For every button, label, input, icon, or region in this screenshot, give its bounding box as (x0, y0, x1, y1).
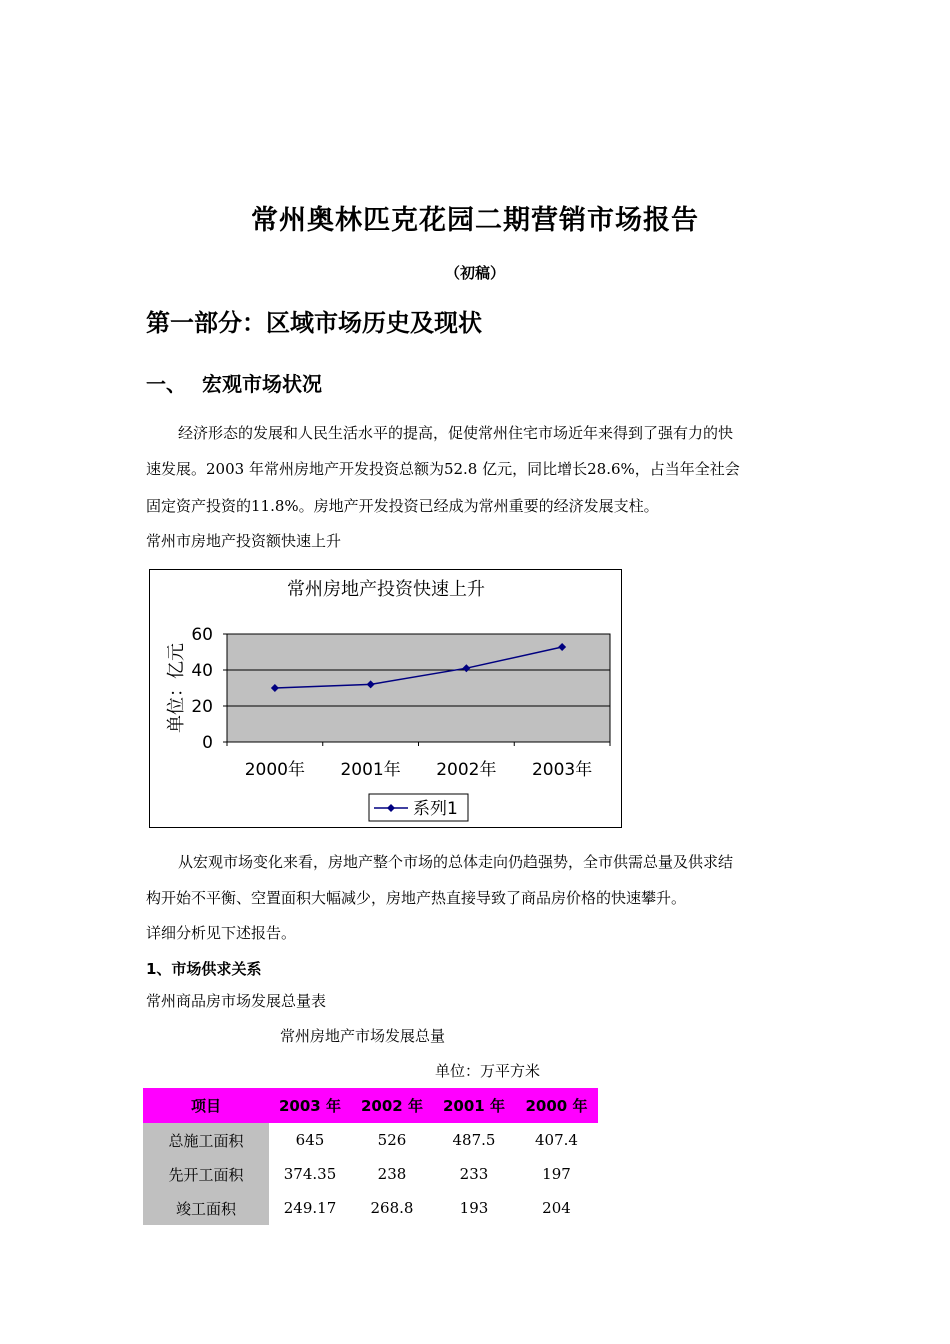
part-heading: 第一部分：区域市场历史及现状 (146, 309, 482, 337)
section-title: 宏观市场状况 (202, 372, 322, 396)
table-cell: 233 (459, 1165, 489, 1183)
table-header-2002: 2002 年 (351, 1088, 433, 1123)
paragraph-2-line-2: 构开始不平衡、空置面积大幅减少，房地产热直接导致了商品房价格的快速攀升。 (146, 889, 687, 907)
data-table (143, 1088, 598, 1225)
table-header-2003: 2003 年 (269, 1088, 351, 1123)
x-tick-label: 2001年 (340, 760, 401, 780)
paragraph-3: 详细分析见下述报告。 (146, 924, 297, 942)
table-cell: 645 (295, 1131, 325, 1149)
document-subtitle: （初稿） (444, 264, 505, 282)
table-header-2001: 2001 年 (433, 1088, 515, 1123)
table-row-label: 竣工面积 (143, 1191, 269, 1225)
table-cell: 374.35 (283, 1165, 337, 1183)
y-tick-label: 40 (191, 661, 213, 681)
chart-caption: 常州市房地产投资额快速上升 (146, 532, 342, 550)
line-chart (149, 569, 622, 828)
section-number: 一、 (146, 372, 186, 396)
paragraph-2-line-1: 从宏观市场变化来看，房地产整个市场的总体走向仍趋强势，全市供需总量及供求结 (178, 853, 734, 871)
paragraph-1-line-2: 速发展。2003 年常州房地产开发投资总额为52.8 亿元，同比增长28.6%，占当年全社会 (146, 460, 740, 478)
table-row (143, 1191, 598, 1225)
line-chart-svg (150, 570, 621, 827)
x-tick-label: 2002年 (436, 760, 497, 780)
table-cell: 407.4 (535, 1131, 578, 1149)
table-cell: 197 (542, 1165, 571, 1183)
chart-title: 常州房地产投资快速上升 (287, 579, 485, 600)
table-cell: 204 (542, 1199, 571, 1217)
table-cell: 193 (459, 1199, 489, 1217)
section-heading (146, 368, 322, 397)
table-cell: 238 (377, 1165, 407, 1183)
table-title: 常州房地产市场发展总量 (280, 1027, 446, 1045)
table-row (143, 1123, 598, 1157)
x-tick-label: 2003年 (531, 760, 593, 780)
legend-series-name: 系列1 (413, 799, 458, 819)
y-tick-label: 0 (202, 733, 213, 753)
table-row-label: 总施工面积 (143, 1123, 269, 1157)
table-cell: 487.5 (452, 1131, 496, 1149)
table-row (143, 1157, 598, 1191)
table-header-2000: 2000 年 (515, 1088, 598, 1123)
table-cell: 249.17 (283, 1199, 337, 1217)
table-unit: 单位：万平方米 (435, 1062, 541, 1080)
document-title: 常州奥林匹克花园二期营销市场报告 (251, 205, 699, 236)
subsection-heading: 1、市场供求关系 (146, 960, 262, 978)
paragraph-1-line-3: 固定资产投资的11.8%。房地产开发投资已经成为常州重要的经济发展支柱。 (146, 497, 659, 515)
table-row-label: 先开工面积 (143, 1157, 269, 1191)
y-axis-label: 单位：亿元 (166, 643, 187, 733)
table-caption: 常州商品房市场发展总量表 (146, 992, 327, 1010)
table-header-row (143, 1088, 598, 1123)
x-tick-label: 2000年 (244, 760, 306, 780)
paragraph-1-line-1: 经济形态的发展和人民生活水平的提高，促使常州住宅市场近年来得到了强有力的快 (178, 424, 734, 442)
table-cell: 268.8 (370, 1199, 414, 1217)
table-header-item: 项目 (143, 1088, 269, 1123)
y-tick-label: 20 (191, 697, 213, 717)
y-tick-label: 60 (191, 625, 213, 645)
chart-legend (369, 794, 468, 821)
table-cell: 526 (377, 1131, 407, 1149)
